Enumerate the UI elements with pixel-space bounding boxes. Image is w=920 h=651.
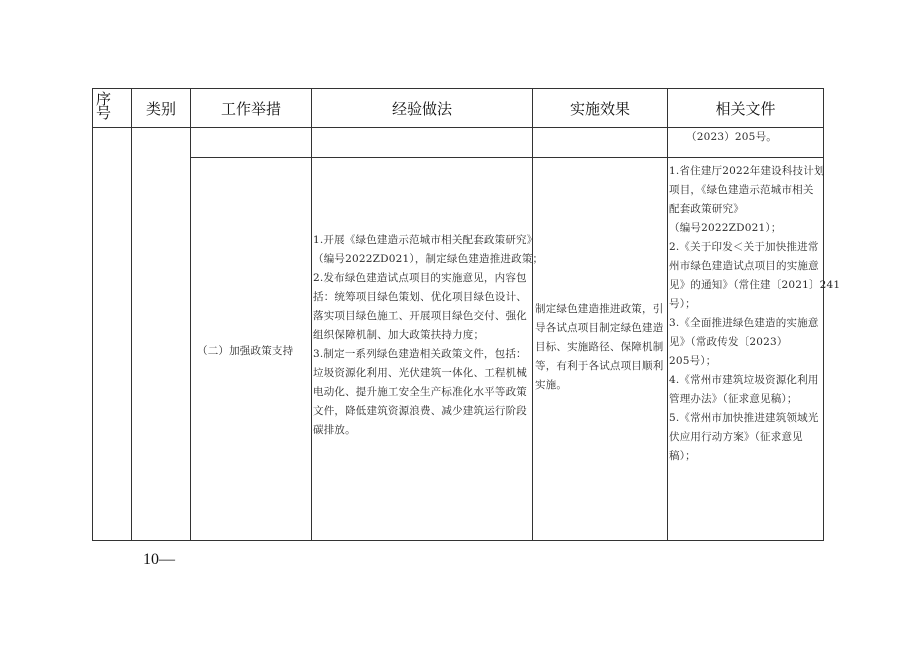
document-line: 项目，《绿色建造示范城市相关	[669, 184, 814, 196]
header-documents: 相关文件	[715, 99, 776, 118]
document-line: （编号2022ZD021）；	[669, 222, 782, 234]
document-line: 稿）；	[669, 450, 696, 462]
document-line: 伏应用行动方案》（征求意见	[669, 431, 803, 443]
effect-line: 导各试点项目制定绿色建造	[535, 322, 664, 334]
header-experience: 经验做法	[391, 99, 452, 118]
experience-line: 括：统筹项目绿色策划、优化项目绿色设计、	[313, 291, 527, 303]
header-effect: 实施效果	[569, 99, 630, 118]
document-line: 3.《全面推进绿色建造的实施意	[669, 317, 819, 329]
effect-line: 目标、实施路径、保障机制	[535, 341, 664, 353]
document-line: 5.《常州市加快推进建筑领域光	[669, 412, 819, 424]
carryover-document: （2023）205号。	[686, 131, 777, 143]
page-number: 10—	[143, 551, 175, 568]
experience-line: 2.发布绿色建造试点项目的实施意见，内容包	[313, 272, 527, 284]
experience-line: 组织保障机制、加大政策扶持力度；	[313, 329, 485, 341]
header-measure: 工作举措	[220, 99, 281, 118]
effect-line: 制定绿色建造推进政策，引	[535, 303, 664, 315]
effect-cell	[535, 300, 666, 395]
document-line: 配套政策研究》	[669, 203, 744, 215]
experience-line: 3.制定一系列绿色建造相关政策文件，包括：	[313, 348, 527, 360]
document-line: 见》的通知》（常住建〔2021〕241	[669, 279, 841, 291]
experience-line: 落实项目绿色施工、开展项目绿色交付、强化	[313, 310, 527, 322]
document-line: 号）；	[669, 298, 696, 310]
document-line: 205号）；	[669, 355, 717, 367]
experience-line: 垃圾资源化利用、光伏建筑一体化、工程机械	[313, 367, 527, 379]
effect-line: 等，有利于各试点项目顺利	[535, 360, 664, 372]
experience-line: 电动化、提升施工安全生产标准化水平等政策	[313, 386, 527, 398]
document-line: 州市绿色建造试点项目的实施意	[669, 260, 819, 272]
documents-cell	[669, 162, 841, 466]
measure-cell: （二）加强政策支持	[197, 345, 294, 357]
experience-line: 文件，降低建筑资源浪费、减少建筑运行阶段	[313, 405, 527, 417]
header-seq-text: 序号	[96, 90, 112, 122]
effect-line: 实施。	[535, 379, 568, 391]
header-seq	[96, 92, 130, 120]
experience-cell	[313, 231, 544, 440]
header-category: 类别	[145, 99, 176, 118]
document-line: 4.《常州市建筑垃圾资源化利用	[669, 374, 819, 386]
document-line: 管理办法》（征求意见稿）；	[669, 393, 798, 405]
document-line: 2.《关于印发＜关于加快推进常	[669, 241, 819, 253]
experience-line: 1.开展《绿色建造示范城市相关配套政策研究》	[313, 234, 538, 246]
experience-line: 碳排放。	[313, 424, 356, 436]
experience-line: （编号2022ZD021），制定绿色建造推进政策；	[313, 253, 544, 265]
document-line: 1.省住建厅2022年建设科技计划	[669, 165, 825, 177]
document-line: 见》（常政传发〔2023）	[669, 336, 788, 348]
